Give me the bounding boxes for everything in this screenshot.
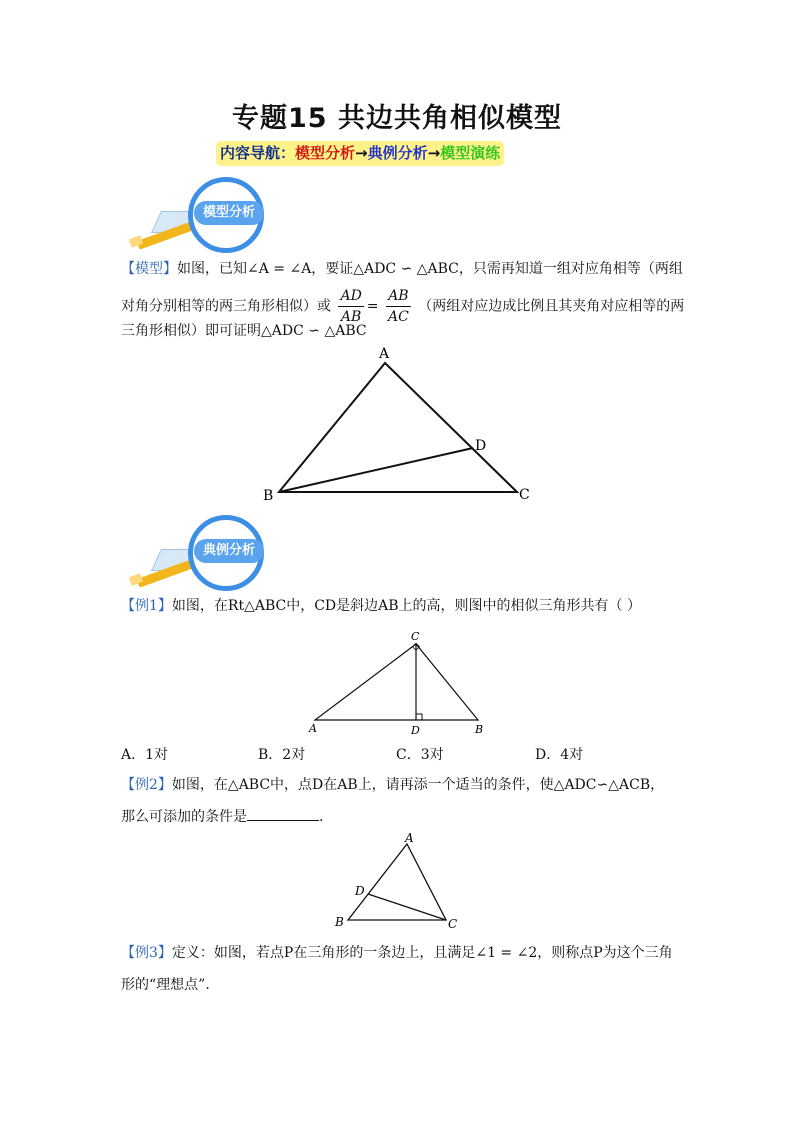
section-badge-model-analysis (130, 175, 290, 255)
example-2-line-2: 那么可添加的条件是 . (121, 804, 323, 831)
fraction-ab-ac: $\frac{AB}{AC}$ (387, 288, 409, 325)
model-line-2: 对角分别相等的两三角形相似）或 $\frac{AD}{AB}$ = $\frac{AB}{AC}$ （两组对应边成比例且其夹角对应相等的两 (121, 288, 685, 325)
section-badge-example-analysis (130, 513, 290, 593)
label-d: D (355, 884, 365, 898)
example-2-line-1: 【例2】如图，在△ABC中，点D在AB上，请再添一个适当的条件，使△ADC∽△ACB， (121, 777, 665, 793)
triangle-abc (279, 363, 517, 492)
example-1-tag: 【例1】 (121, 598, 172, 614)
answer-blank[interactable] (247, 806, 319, 821)
page-title: 专题15 共边共角相似模型 (232, 103, 562, 134)
label-c: C (448, 917, 458, 931)
option-b[interactable]: B．2对 (258, 747, 306, 763)
nav-item-model-analysis: 模型分析 (295, 144, 356, 162)
example-3-line-1: 【例3】定义：如图，若点P在三角形的一条边上，且满足∠1 = ∠2，则称点P为这个三角 (121, 945, 673, 961)
triangle-abc (315, 644, 478, 720)
nav-item-model-practice: 模型演练 (440, 144, 501, 162)
figure-right-triangle (305, 626, 495, 738)
figure-triangle-abc (255, 340, 545, 510)
model-line-3: 三角形相似）即可证明△ADC ∽ △ABC (121, 323, 367, 339)
label-a: A (405, 832, 414, 845)
model-line-1: 【模型】如图，已知∠A = ∠A，要证△ADC ∽ △ABC，只需再知道一组对应角相等（两组 (121, 261, 683, 277)
nav-prefix: 内容导航： (220, 144, 296, 162)
content-navigation (216, 141, 504, 166)
example-1-question: 【例1】如图，在Rt△ABC中，CD是斜边AB上的高，则图中的相似三角形共有（ ） (121, 598, 642, 614)
label-d: D (411, 724, 420, 737)
example-2-tag: 【例2】 (121, 777, 172, 793)
segment-bd (279, 448, 473, 492)
section-label: 模型分析 (194, 201, 264, 225)
fraction-ad-ab: $\frac{AD}{AB}$ (340, 288, 362, 325)
label-b: B (475, 723, 484, 736)
option-a[interactable]: A．1对 (121, 747, 169, 763)
label-b: B (263, 488, 274, 504)
triangle-abc (348, 844, 446, 920)
option-d[interactable]: D．4对 (535, 747, 584, 763)
section-label: 典例分析 (194, 539, 264, 563)
label-b: B (335, 915, 344, 929)
arrow-icon: → (427, 144, 441, 162)
option-c[interactable]: C．3对 (396, 747, 444, 763)
label-a: A (309, 722, 317, 735)
example-3-line-2: 形的“理想点”. (121, 977, 210, 993)
arrow-icon: → (355, 144, 368, 162)
label-c: C (411, 630, 420, 643)
label-d: D (475, 438, 487, 454)
label-a: A (379, 346, 390, 362)
label-c: C (519, 487, 530, 503)
figure-triangle-abc-2 (330, 832, 470, 932)
nav-item-example-analysis: 典例分析 (367, 144, 428, 162)
right-angle-mark (416, 714, 422, 720)
example-3-tag: 【例3】 (121, 945, 172, 961)
model-tag: 【模型】 (121, 261, 177, 277)
